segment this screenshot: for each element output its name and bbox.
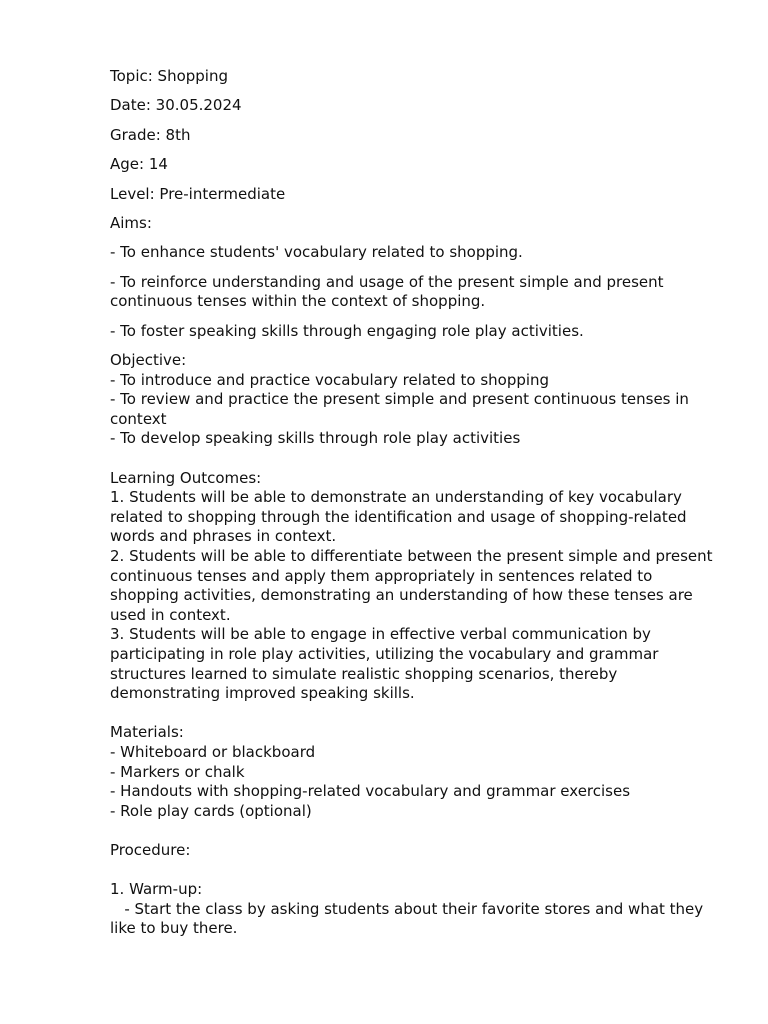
blank-line [110, 449, 720, 469]
materials-section [110, 723, 720, 821]
procedure-heading: Procedure: [110, 840, 191, 859]
blank-line [110, 821, 720, 841]
learning-outcomes-heading: Learning Outcomes: [110, 468, 262, 487]
material-item: - Whiteboard or blackboard [110, 742, 316, 761]
procedure-section [110, 841, 720, 939]
document-page [110, 67, 720, 939]
material-item: - Role play cards (optional) [110, 801, 312, 820]
learning-outcomes-section [110, 469, 720, 704]
aim-item: - To reinforce understanding and usage of the present simple and present continuous tenses within the context of shopping. [110, 272, 669, 311]
materials-heading: Materials: [110, 723, 184, 742]
objective-item: - To introduce and practice vocabulary related to shopping [110, 370, 550, 389]
learning-outcome-item: 2. Students will be able to differentiate between the present simple and present continuous tenses and apply them appropriately in sentences related to shopping activities, demonstrating an understanding of how these tenses are used in context. [110, 547, 718, 624]
material-item: - Markers or chalk [110, 762, 245, 781]
level-line: Level: Pre-intermediate [110, 184, 286, 203]
learning-outcome-item: 3. Students will be able to engage in effective verbal communication by participating in role play activities, utilizing the vocabulary and grammar structures learned to simulate realistic shopping scenarios, thereby demonstrating improved speaking skills. [110, 625, 664, 703]
date-line: Date: 30.05.2024 [110, 96, 242, 115]
procedure-step-title: 1. Warm-up: [110, 880, 203, 899]
material-item: - Handouts with shopping-related vocabulary and grammar exercises [110, 782, 631, 801]
blank-line [110, 704, 720, 724]
aims-heading: Aims: [110, 213, 152, 232]
aim-item: - To enhance students' vocabulary related to shopping. [110, 243, 523, 262]
age-line: Age: 14 [110, 155, 168, 174]
objective-section [110, 351, 720, 449]
topic-line: Topic: Shopping [110, 67, 228, 85]
objective-item: - To develop speaking skills through role play activities [110, 429, 521, 448]
blank-line [110, 861, 720, 881]
learning-outcome-item: 1. Students will be able to demonstrate an understanding of key vocabulary related to shopping through the identification and usage of shopping-related words and phrases in context. [110, 488, 692, 546]
aim-item: - To foster speaking skills through engaging role play activities. [110, 321, 584, 340]
objective-heading: Objective: [110, 351, 187, 370]
grade-line: Grade: 8th [110, 125, 191, 144]
objective-item: - To review and practice the present simple and present continuous tenses in context [110, 390, 694, 428]
procedure-step-text: - Start the class by asking students about their favorite stores and what they like to buy there. [110, 899, 708, 938]
